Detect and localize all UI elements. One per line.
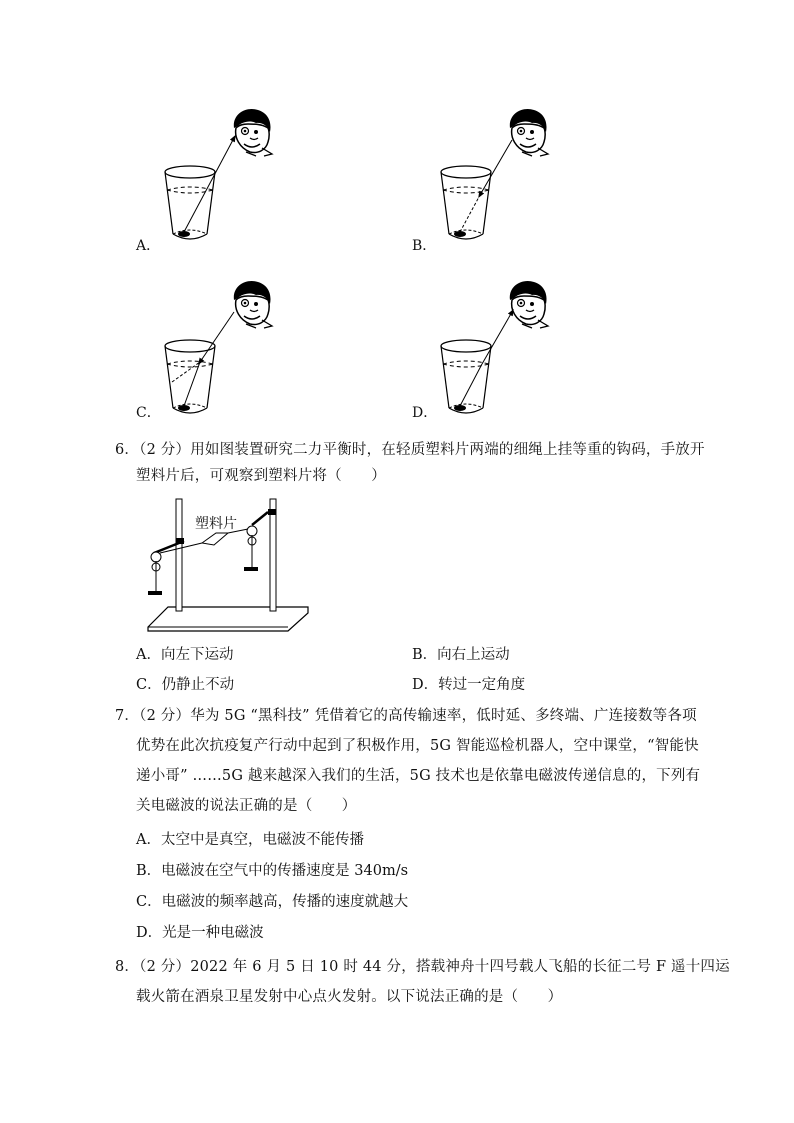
q5-option-a-label: A． [136, 238, 161, 254]
q7-choice-a[interactable]: A．太空中是真空，电磁波不能传播 [136, 832, 364, 848]
q8-stem-line2: 载火箭在酒泉卫星发射中心点火发射。以下说法正确的是（ ） [136, 989, 563, 1005]
q7-choice-d[interactable]: D．光是一种电磁波 [136, 925, 264, 941]
q5-option-b-label: B． [412, 238, 437, 254]
q5-figure-b [436, 100, 566, 250]
q8-stem-line1: 8．（2 分）2022 年 6 月 5 日 10 时 44 分，搭载神舟十四号载人飞船的长征二号 F 遥十四运 [115, 959, 730, 975]
q7-stem-line3: 递小哥” ……5G 越来越深入我们的生活，5G 技术也是依靠电磁波传递信息的，下列有 [136, 768, 701, 784]
q6-stem-line1: 6．（2 分）用如图装置研究二力平衡时，在轻质塑料片两端的细绳上挂等重的钩码，手放开 [115, 442, 705, 458]
q5-diagram-a [160, 100, 290, 250]
q7-stem-line1: 7．（2 分）华为 5G “黑科技” 凭借着它的高传输速率，低时延、多终端、广连接数等各项 [115, 708, 697, 724]
q7-stem-line2: 优势在此次抗疫复产行动中起到了积极作用，5G 智能巡检机器人，空中课堂，“智能快 [136, 738, 699, 754]
q5-option-d-label: D． [412, 405, 438, 421]
q7-stem-line4: 关电磁波的说法正确的是（ ） [136, 798, 357, 814]
q6-figure-label: 塑料片 [195, 516, 237, 532]
q5-figure-c [160, 270, 290, 420]
q6-choice-a[interactable]: A．向左下运动 [136, 647, 234, 663]
q6-choice-c[interactable]: C．仍静止不动 [136, 677, 235, 693]
q5-diagram-d [436, 270, 566, 420]
q5-figure-d [436, 270, 566, 420]
q6-choice-b[interactable]: B．向右上运动 [412, 647, 510, 663]
q7-choice-b[interactable]: B．电磁波在空气中的传播速度是 340m/s [136, 863, 409, 879]
q5-option-c-label: C． [136, 405, 161, 421]
q6-stem-line2: 塑料片后，可观察到塑料片将（ ） [136, 468, 386, 484]
q6-choice-d[interactable]: D．转过一定角度 [412, 677, 526, 693]
q7-choice-c[interactable]: C．电磁波的频率越高，传播的速度就越大 [136, 894, 409, 910]
q5-diagram-b [436, 100, 566, 250]
q5-diagram-c [160, 270, 290, 420]
q5-figure-a [160, 100, 290, 250]
